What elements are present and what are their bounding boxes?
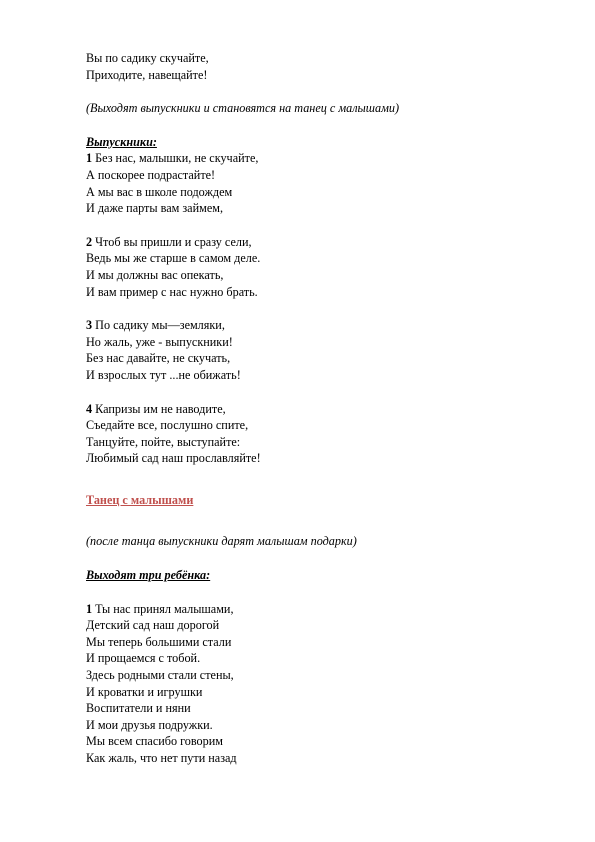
verse-line: Танцуйте, пойте, выступайте: (86, 434, 241, 449)
verse-line: Детский сад наш дорогой (86, 618, 220, 633)
intro-stanza (86, 50, 546, 83)
verse-line (86, 317, 546, 334)
verse-number: 2 (86, 234, 93, 249)
dance-heading: Танец с малышами (86, 492, 194, 507)
verse-text: Капризы им не наводите, (95, 401, 226, 416)
verse-number: 3 (86, 318, 93, 333)
verse-line: И даже парты вам займем, (86, 201, 223, 216)
verse-line: Съедайте все, послушно спите, (86, 418, 249, 433)
verse-line: И кроватки и игрушки (86, 684, 203, 699)
verse-1 (86, 150, 546, 216)
graduates-heading-row (86, 134, 546, 151)
verse-line: Без нас давайте, не скучать, (86, 351, 231, 366)
three-children-heading: Выходят три ребёнка: (86, 568, 211, 583)
graduates-heading: Выпускники: (86, 134, 157, 149)
verse-line (86, 601, 546, 618)
verse-text: По садику мы—земляки, (95, 318, 225, 333)
verse-text: Без нас, малышки, не скучайте, (95, 151, 259, 166)
verse-3 (86, 317, 546, 383)
verse-number: 4 (86, 401, 93, 416)
verse-text: Ты нас принял малышами, (95, 601, 234, 616)
intro-line: Приходите, навещайте! (86, 67, 208, 82)
three-children-heading-row (86, 567, 546, 584)
verse-line: А мы вас в школе подождем (86, 184, 233, 199)
verse-4 (86, 401, 546, 467)
verse-line: Как жаль, что нет пути назад (86, 751, 237, 765)
verse-line: Воспитатели и няни (86, 701, 191, 716)
verse-line (86, 150, 546, 167)
verse-line: Мы всем спасибо говорим (86, 734, 223, 749)
verse-2 (86, 234, 546, 300)
verse-line: И мы должны вас опекать, (86, 267, 224, 282)
verse-line (86, 401, 546, 418)
document-page (86, 50, 546, 767)
intro-line: Вы по садику скучайте, (86, 51, 209, 65)
verse-line: И вам пример с нас нужно брать. (86, 284, 258, 299)
verse-line: А поскорее подрастайте! (86, 167, 216, 182)
verse-number: 1 (86, 601, 93, 616)
stage-direction: (Выходят выпускники и становятся на танец с малышами) (86, 101, 400, 116)
verse-line: Любимый сад наш прославляйте! (86, 451, 261, 466)
dance-heading-row (86, 492, 546, 509)
stage-direction: (после танца выпускники дарят малышам подарки) (86, 534, 357, 549)
verse-line (86, 234, 546, 251)
verse-text: Чтоб вы пришли и сразу сели, (95, 234, 252, 249)
verse-line: Здесь родными стали стены, (86, 668, 234, 683)
verse-line: Ведь мы же старше в самом деле. (86, 251, 261, 266)
verse-line: И мои друзья подружки. (86, 717, 213, 732)
verse-number: 1 (86, 151, 93, 166)
verse-5 (86, 601, 546, 767)
verse-line: Но жаль, уже - выпускники! (86, 334, 233, 349)
verse-line: И взрослых тут ...не обижать! (86, 367, 241, 382)
verse-line: И прощаемся с тобой. (86, 651, 201, 666)
verse-line: Мы теперь большими стали (86, 634, 232, 649)
